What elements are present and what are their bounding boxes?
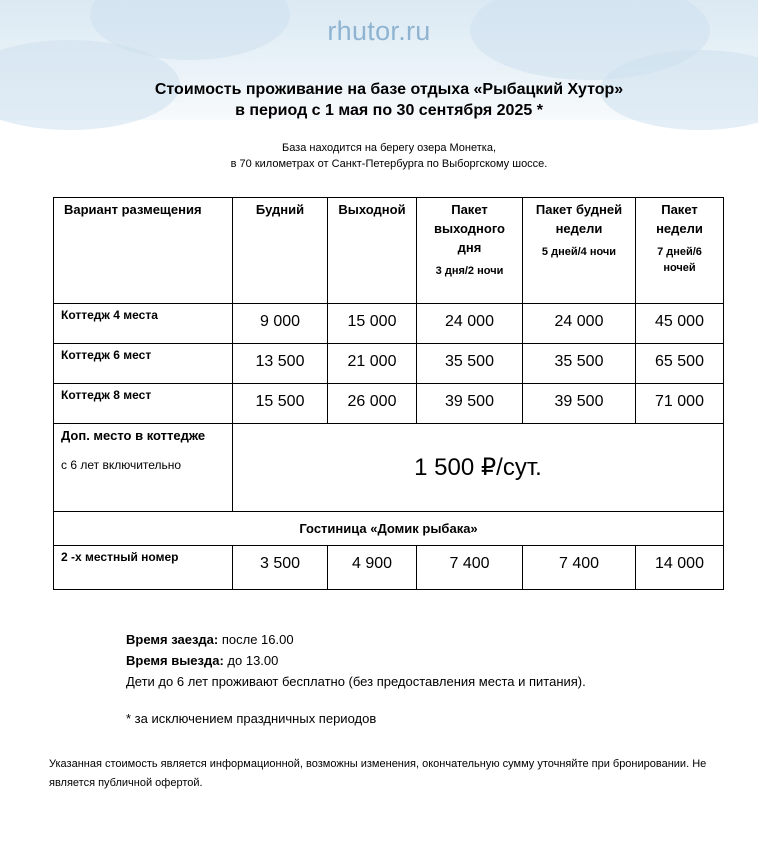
title-line-2: в период с 1 мая по 30 сентября 2025 * (235, 102, 543, 119)
holiday-note: * за исключением праздничных периодов (126, 711, 377, 726)
checkout-value: до 13.00 (223, 653, 279, 668)
price-cell: 4 900 (328, 546, 417, 590)
col-header-note: 5 дней/4 ночи (541, 246, 617, 258)
price-cell: 15 500 (233, 384, 328, 424)
col-header-note: 3 дня/2 ночи (435, 265, 504, 277)
checkin-value: после 16.00 (218, 632, 294, 647)
table-header-row (54, 198, 724, 304)
subtitle-line-2: в 70 километрах от Санкт-Петербурга по Выборгскому шоссе. (230, 158, 548, 170)
price-cell: 21 000 (328, 344, 417, 384)
col-header-text: дня (457, 240, 482, 255)
hotel-section-title: Гостиница «Домик рыбака» (54, 512, 724, 546)
location-description (0, 140, 758, 172)
checkout-label: Время выезда: (126, 653, 224, 668)
checkin-row (126, 629, 586, 650)
price-cell: 26 000 (328, 384, 417, 424)
col-header-note: 7 дней/6 (657, 246, 702, 258)
col-header-text: недели (555, 221, 603, 236)
price-cell: 45 000 (636, 304, 724, 344)
price-cell: 39 500 (523, 384, 636, 424)
subtitle-line-1: База находится на берегу озера Монетка, (281, 142, 497, 154)
disclaimer: Указанная стоимость является информационной, возможны изменения, окончательную сумму уточняйте при бронировании. Не является публичной офертой. (49, 758, 707, 789)
col-header-week-package (636, 198, 724, 304)
table-row (54, 546, 724, 590)
extra-bed-age: с 6 лет включительно (61, 458, 182, 472)
price-cell: 14 000 (636, 546, 724, 590)
checkout-row (126, 650, 586, 671)
price-cell: 39 500 (417, 384, 523, 424)
row-label: Коттедж 8 мест (54, 384, 233, 424)
page-title (0, 79, 758, 121)
col-header-text: Пакет (451, 202, 488, 217)
col-header-text: Пакет будней (535, 202, 623, 217)
table-row (54, 384, 724, 424)
col-header-text: выходного (434, 221, 505, 236)
extra-bed-row (54, 424, 724, 512)
col-header-text: Пакет (661, 202, 698, 217)
row-label: Коттедж 6 мест (54, 344, 233, 384)
col-header-weekend: Выходной (328, 198, 417, 304)
checkin-label: Время заезда: (126, 632, 219, 647)
price-cell: 24 000 (523, 304, 636, 344)
extra-bed-title: Доп. место в коттедже (61, 428, 206, 443)
price-cell: 35 500 (523, 344, 636, 384)
price-cell: 9 000 (233, 304, 328, 344)
site-logo[interactable]: rhutor.ru (327, 16, 431, 46)
table-row (54, 344, 724, 384)
price-table (53, 197, 724, 590)
row-label: Коттедж 4 места (54, 304, 233, 344)
hotel-section-row (54, 512, 724, 546)
col-header-note: ночей (663, 262, 696, 274)
col-header-weekend-package (417, 198, 523, 304)
price-cell: 15 000 (328, 304, 417, 344)
col-header-text: недели (656, 221, 703, 236)
extra-bed-label (54, 424, 233, 512)
children-policy: Дети до 6 лет проживают бесплатно (без предоставления места и питания). (126, 674, 586, 689)
col-header-variant: Вариант размещения (54, 198, 233, 304)
price-cell: 65 500 (636, 344, 724, 384)
price-cell: 71 000 (636, 384, 724, 424)
price-cell: 7 400 (417, 546, 523, 590)
price-cell: 24 000 (417, 304, 523, 344)
price-cell: 7 400 (523, 546, 636, 590)
price-cell: 13 500 (233, 344, 328, 384)
stay-info (126, 629, 586, 692)
table-row (54, 304, 724, 344)
price-cell: 35 500 (417, 344, 523, 384)
price-cell: 3 500 (233, 546, 328, 590)
row-label: 2 -х местный номер (54, 546, 233, 590)
col-header-weekday: Будний (233, 198, 328, 304)
title-line-1: Стоимость проживание на базе отдыха «Рыбацкий Хутор» (154, 81, 624, 98)
extra-bed-price: 1 500 ₽/сут. (233, 424, 724, 512)
col-header-weekday-package (523, 198, 636, 304)
